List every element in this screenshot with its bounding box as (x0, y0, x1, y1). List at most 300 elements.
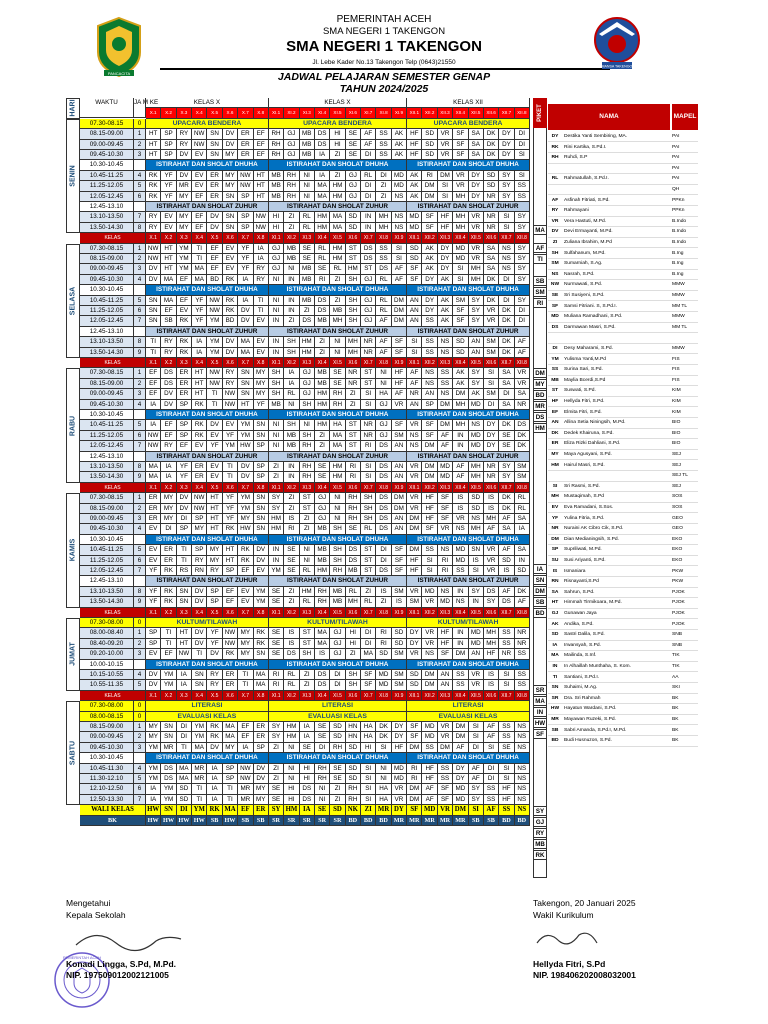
class-column-header: X.3 (177, 608, 192, 618)
bk-cell: BD (346, 816, 361, 826)
kelas-row-label: KELAS (80, 691, 146, 701)
teacher-row (548, 439, 698, 449)
time-slot: 07.30-08.15 (80, 368, 134, 378)
teacher-code: NS (551, 271, 559, 277)
schedule-cell: NI (376, 368, 391, 378)
schedule-cell: AF (469, 764, 484, 774)
class-column-header: X.4 (192, 608, 207, 618)
schedule-cell: RI (407, 764, 422, 774)
kelas-row-label: KELAS (80, 483, 146, 493)
schedule-cell: YM (161, 784, 176, 794)
schedule-cell: SS (499, 628, 514, 638)
class-column-header: XI.3 (300, 608, 315, 618)
schedule-cell: RI (269, 680, 284, 690)
curriculum-nip: NIP. 198406202008032001 (533, 970, 636, 980)
teacher-row (548, 662, 698, 672)
schedule-cell: AK (438, 296, 453, 306)
teacher-row (548, 143, 698, 153)
schedule-cell: MH (453, 192, 468, 202)
schedule-cell: SF (438, 795, 453, 805)
schedule-cell: RK (177, 316, 192, 326)
class-column-header: XII.2 (422, 608, 437, 618)
wali-kelas-cell: SS (499, 805, 514, 815)
schedule-cell: SN (254, 420, 269, 430)
schedule-cell: MR (238, 784, 253, 794)
schedule-cell: VR (469, 223, 484, 233)
schedule-cell: MH (469, 472, 484, 482)
time-slot: 09.00-09.45 (80, 389, 134, 399)
schedule-cell: HI (269, 223, 284, 233)
schedule-cell: YM (269, 566, 284, 576)
schedule-cell: MH (453, 212, 468, 222)
schedule-cell: NS (392, 192, 407, 202)
period-number: 2 (134, 140, 146, 150)
teacher-name: Asfinah Fitriati, S.Pd. (564, 197, 610, 203)
schedule-cell: MH (453, 400, 468, 410)
schedule-cell: DY (469, 171, 484, 181)
teacher-subject: TIK (672, 664, 680, 669)
schedule-cell: NS (438, 389, 453, 399)
schedule-cell: NI (284, 774, 299, 784)
schedule-cell: ZI (269, 764, 284, 774)
schedule-cell: BD (223, 316, 238, 326)
time-slot: 09.45-10.30 (80, 400, 134, 410)
schedule-cell: RL (361, 171, 376, 181)
schedule-cell: SY (469, 784, 484, 794)
schedule-cell: SF (392, 556, 407, 566)
time-slot: 12.05-12.45 (80, 441, 134, 451)
schedule-cell: IN (284, 462, 299, 472)
schedule-cell: ER (223, 670, 238, 680)
schedule-cell: VR (392, 784, 407, 794)
schedule-cell: RY (254, 275, 269, 285)
schedule-cell: HI (300, 764, 315, 774)
schedule-cell: NS (453, 597, 468, 607)
schedule-cell: AF (392, 264, 407, 274)
teacher-code: SA (551, 589, 559, 595)
schedule-cell: GJ (315, 504, 330, 514)
class-column-header: XI.3 (300, 233, 315, 243)
schedule-cell: SA (515, 545, 530, 555)
teacher-row (548, 736, 698, 746)
period-number (134, 202, 146, 212)
schedule-cell: MD (438, 597, 453, 607)
teacher-name: Hellyda Fitri, S.Pd. (564, 399, 605, 404)
schedule-cell: NS (515, 722, 530, 732)
schedule-cell: DV (254, 545, 269, 555)
schedule-cell: RK (192, 431, 207, 441)
schedule-cell: YF (146, 587, 161, 597)
schedule-cell: SA (484, 264, 499, 274)
schedule-cell: ZI (361, 587, 376, 597)
schedule-cell: HM (315, 400, 330, 410)
schedule-cell: VR (438, 524, 453, 534)
teacher-subject: B.Ing (672, 271, 684, 277)
schedule-cell: SE (269, 639, 284, 649)
schedule-cell: SM (392, 649, 407, 659)
teacher-name: Dian Medianingsih, S.Pd. (564, 536, 619, 542)
schedule-cell: VR (484, 316, 499, 326)
schedule-cell: SS (438, 774, 453, 784)
schedule-cell: MY (223, 181, 238, 191)
day-label: SELASA (66, 244, 80, 358)
schedule-cell: RI (438, 566, 453, 576)
break-bar: ISTIRAHAT DAN SHOLAT DHUHA (146, 160, 269, 170)
class-column-header: XII.1 (407, 108, 422, 118)
period-number (134, 753, 146, 763)
schedule-cell: VR (407, 493, 422, 503)
schedule-cell: SH (361, 493, 376, 503)
schedule-cell: SI (499, 670, 514, 680)
schedule-cell: MR (192, 764, 207, 774)
schedule-cell: DV (207, 420, 222, 430)
teacher-name: Destika Yanti Sembiring, MA. (564, 134, 628, 139)
teacher-name: Zuliana Ibrahim, M.Pd (564, 240, 612, 245)
activity-bar: EVALUASI KELAS (407, 712, 530, 722)
wali-kelas-cell: ER (254, 805, 269, 815)
schedule-cell: SD (177, 784, 192, 794)
schedule-cell: TI (177, 743, 192, 753)
time-slot: 09.00-09.45 (80, 732, 134, 742)
schedule-cell: HT (177, 639, 192, 649)
class-column-header: XII.2 (422, 691, 437, 701)
teacher-row (548, 408, 698, 418)
schedule-cell: SY (469, 587, 484, 597)
schedule-cell: IA (161, 472, 176, 482)
schedule-cell: DI (484, 400, 499, 410)
teacher-subject: PJOK (672, 611, 685, 616)
teacher-name: Maylia Bcerdi,S.Pd (564, 377, 606, 383)
schedule-cell: HW (238, 441, 253, 451)
class-column-header: XI.1 (269, 358, 284, 368)
wali-kelas-cell: SF (407, 805, 422, 815)
schedule-cell: YF (238, 254, 253, 264)
schedule-cell: IS (469, 556, 484, 566)
schedule-cell: RK (177, 348, 192, 358)
schedule-cell: AF (376, 348, 391, 358)
schedule-cell: MD (453, 556, 468, 566)
schedule-cell: SD (422, 140, 437, 150)
schedule-cell: RH (330, 566, 345, 576)
schedule-cell: NI (300, 545, 315, 555)
schedule-cell: DK (484, 129, 499, 139)
schedule-cell: MB (284, 441, 299, 451)
schedule-cell: SS (438, 379, 453, 389)
schedule-cell: ST (346, 420, 361, 430)
schedule-cell: SI (438, 192, 453, 202)
teacher-code: MA (551, 653, 559, 659)
class-column-header: XII.5 (469, 608, 484, 618)
teacher-row (548, 344, 698, 354)
schedule-cell: RI (376, 628, 391, 638)
class-column-header: X.4 (192, 483, 207, 493)
schedule-cell: SN (223, 192, 238, 202)
schedule-cell: RK (238, 545, 253, 555)
schedule-cell: DS (376, 566, 391, 576)
schedule-cell: RK (223, 649, 238, 659)
schedule-cell: MA (177, 774, 192, 784)
class-column-header: XII.6 (484, 108, 499, 118)
schedule-cell: SN (254, 493, 269, 503)
teacher-subject: EKO (672, 547, 683, 553)
schedule-cell: MD (422, 732, 437, 742)
piket-cell: MA (533, 696, 547, 706)
schedule-cell: MY (254, 795, 269, 805)
schedule-cell: MD (469, 639, 484, 649)
teacher-row (548, 196, 698, 206)
period-number (134, 452, 146, 462)
period-number: 5 (134, 181, 146, 191)
schedule-cell: DK (376, 732, 391, 742)
class-column-header: XII.5 (469, 691, 484, 701)
period-number: 6 (134, 431, 146, 441)
schedule-cell: MH (469, 264, 484, 274)
schedule-cell: HI (361, 743, 376, 753)
schedule-cell: HN (346, 732, 361, 742)
schedule-cell: AN (438, 670, 453, 680)
schedule-cell: NR (484, 462, 499, 472)
schedule-cell: MD (422, 722, 437, 732)
schedule-cell: IN (269, 316, 284, 326)
schedule-cell: SH (361, 504, 376, 514)
schedule-cell: YM (161, 680, 176, 690)
schedule-cell: RL (515, 493, 530, 503)
schedule-cell: SS (499, 732, 514, 742)
schedule-cell: SI (438, 181, 453, 191)
schedule-cell: SF (453, 306, 468, 316)
schedule-cell: DM (407, 545, 422, 555)
schedule-cell: GJ (376, 400, 391, 410)
class-column-header: XI.4 (315, 608, 330, 618)
schedule-cell: NW (207, 306, 222, 316)
schedule-cell: IA (177, 680, 192, 690)
period-number: 7 (134, 566, 146, 576)
teacher-row (548, 588, 698, 598)
schedule-cell: SF (438, 504, 453, 514)
teacher-code: EF (551, 409, 559, 415)
schedule-cell: IN (269, 348, 284, 358)
schedule-cell: AK (407, 192, 422, 202)
period-number (134, 576, 146, 586)
schedule-cell: SP (177, 524, 192, 534)
time-slot: 09.45-10.30 (80, 275, 134, 285)
class-column-header: XI.1 (269, 691, 284, 701)
teacher-subject: PAI (672, 176, 680, 182)
class-column-header: X.1 (146, 483, 161, 493)
schedule-cell: HM (315, 389, 330, 399)
teacher-code: RN (551, 579, 559, 585)
schedule-cell: MD (407, 212, 422, 222)
schedule-cell: RK (161, 587, 176, 597)
schedule-cell: EV (223, 254, 238, 264)
schedule-cell: SF (438, 784, 453, 794)
teacher-subject: BK (672, 695, 679, 701)
schedule-cell: DM (407, 524, 422, 534)
schedule-cell: ST (300, 628, 315, 638)
teacher-name: Devi Ermayanti, M.Pd. (564, 229, 613, 235)
schedule-cell: DV (254, 774, 269, 784)
teacher-subject: SEJ TL (672, 473, 688, 479)
class-column-header: XII.3 (438, 233, 453, 243)
schedule-cell: ZI (346, 649, 361, 659)
schedule-title: JADWAL PELAJARAN SEMESTER GENAP (277, 71, 491, 83)
period-number: 4 (134, 764, 146, 774)
class-column-header: X.3 (177, 108, 192, 118)
schedule-cell: SS (376, 244, 391, 254)
schedule-cell: NW (207, 379, 222, 389)
break-bar: ISTIRAHAT DAN SHOLAT ZUHUR (407, 576, 530, 586)
schedule-cell: DM (392, 493, 407, 503)
schedule-cell: HT (254, 171, 269, 181)
schedule-cell: SI (407, 337, 422, 347)
break-bar: ISTIRAHAT DAN SHOLAT ZUHUR (146, 202, 269, 212)
schedule-cell: ER (146, 504, 161, 514)
break-bar: ISTIRAHAT DAN SHOLAT ZUHUR (269, 576, 407, 586)
piket-cell: IA (533, 564, 547, 574)
period-number: 0 (134, 119, 146, 129)
teacher-subject: PPKn (672, 208, 685, 214)
schedule-cell: NW (207, 296, 222, 306)
time-slot: 09.45-10.30 (80, 524, 134, 534)
schedule-cell: MH (469, 275, 484, 285)
schedule-cell: MH (346, 348, 361, 358)
teacher-row (548, 461, 698, 471)
schedule-cell: VR (469, 670, 484, 680)
schedule-cell: SE (284, 556, 299, 566)
time-slot: 10.45-11.25 (80, 171, 134, 181)
class-column-header: XI.5 (330, 358, 345, 368)
schedule-cell: MY (146, 732, 161, 742)
schedule-cell: SF (453, 150, 468, 160)
schedule-cell: ZI (300, 524, 315, 534)
schedule-cell: RK (177, 337, 192, 347)
schedule-cell: ZI (284, 493, 299, 503)
bk-label: BK (80, 816, 146, 826)
schedule-cell: NS (422, 379, 437, 389)
schedule-cell: IA (192, 348, 207, 358)
acknowledged-label: Mengetahui (66, 898, 111, 908)
schedule-cell: HT (223, 545, 238, 555)
schedule-cell: ER (192, 462, 207, 472)
schedule-cell: EV (207, 472, 222, 482)
bk-cell: MR (407, 816, 422, 826)
schedule-cell: MY (161, 493, 176, 503)
schedule-cell: MB (269, 181, 284, 191)
teacher-subject: FIS (672, 367, 680, 373)
schedule-cell: HF (438, 639, 453, 649)
schedule-cell: SI (361, 764, 376, 774)
schedule-cell: HM (284, 732, 299, 742)
schedule-cell: MA (177, 764, 192, 774)
schedule-cell: HF (407, 140, 422, 150)
schedule-cell: SS (515, 192, 530, 202)
schedule-cell: MD (438, 472, 453, 482)
class-column-header: XI.7 (361, 358, 376, 368)
bk-cell: BD (515, 816, 530, 826)
schedule-cell: RH (330, 743, 345, 753)
schedule-cell: EV (238, 587, 253, 597)
schedule-cell: NS (422, 368, 437, 378)
schedule-cell: MD (392, 181, 407, 191)
schedule-cell: YM (254, 587, 269, 597)
schedule-cell: YF (238, 264, 253, 274)
schedule-cell: SP (192, 514, 207, 524)
schedule-cell: AK (407, 181, 422, 191)
teacher-row (548, 333, 698, 343)
teacher-name: Sumarniah, S.Ag. (564, 261, 603, 267)
schedule-cell: NR (484, 192, 499, 202)
schedule-cell: DS (515, 420, 530, 430)
period-number: 6 (134, 784, 146, 794)
schedule-cell: VR (407, 472, 422, 482)
period-number (134, 535, 146, 545)
period-number: 7 (134, 441, 146, 451)
schedule-cell: MY (161, 504, 176, 514)
schedule-cell: HT (254, 192, 269, 202)
break-bar: ISTIRAHAT DAN SHOLAT ZUHUR (269, 202, 407, 212)
schedule-cell: IA (146, 400, 161, 410)
class-column-header: X.1 (146, 108, 161, 118)
class-column-header: XI.7 (361, 483, 376, 493)
schedule-cell: MY (254, 389, 269, 399)
schedule-cell: HF (422, 504, 437, 514)
period-number: 4 (134, 670, 146, 680)
schedule-cell: RH (300, 441, 315, 451)
teacher-code: SN (551, 685, 559, 691)
teacher-name: In Alhaillah Munthaha, S. Kom. (564, 664, 631, 669)
break-bar: ISTIRAHAT DAN SHOLAT ZUHUR (407, 202, 530, 212)
piket-cell: RY (533, 828, 547, 838)
schedule-cell: MD (453, 795, 468, 805)
schedule-cell: NW (146, 254, 161, 264)
teacher-code: ER (551, 441, 559, 447)
schedule-cell: DS (376, 493, 391, 503)
schedule-cell: HM (315, 566, 330, 576)
schedule-cell: MB (300, 275, 315, 285)
schedule-cell: AF (499, 587, 514, 597)
schedule-cell: IS (284, 628, 299, 638)
wali-kelas-cell: YM (192, 805, 207, 815)
break-bar: ISTIRAHAT DAN SHOLAT ZUHUR (146, 576, 269, 586)
schedule-cell: DV (177, 150, 192, 160)
schedule-cell: SI (515, 150, 530, 160)
schedule-cell: HF (484, 649, 499, 659)
schedule-cell: VR (422, 639, 437, 649)
schedule-cell: SH (346, 316, 361, 326)
schedule-cell: MA (146, 462, 161, 472)
teacher-row (548, 249, 698, 259)
schedule-cell: RH (315, 597, 330, 607)
schedule-cell: HI (300, 774, 315, 784)
schedule-cell: DY (484, 441, 499, 451)
schedule-cell: MB (330, 587, 345, 597)
schedule-cell: EV (146, 649, 161, 659)
schedule-cell: ZI (300, 680, 315, 690)
schedule-cell: SY (469, 316, 484, 326)
piket-cell: GJ (533, 817, 547, 827)
teacher-subject: SOS (672, 505, 683, 510)
schedule-cell: VR (484, 566, 499, 576)
schedule-cell: SD (407, 244, 422, 254)
kelas-row-label: KELAS (80, 608, 146, 618)
schedule-cell: NR (346, 368, 361, 378)
break-bar: ISTIRAHAT DAN SHOLAT DHUHA (407, 160, 530, 170)
schedule-cell: NS (515, 795, 530, 805)
schedule-cell: SY (515, 212, 530, 222)
schedule-cell: DM (407, 795, 422, 805)
wali-kelas-cell: DM (453, 805, 468, 815)
schedule-cell: AF (484, 524, 499, 534)
